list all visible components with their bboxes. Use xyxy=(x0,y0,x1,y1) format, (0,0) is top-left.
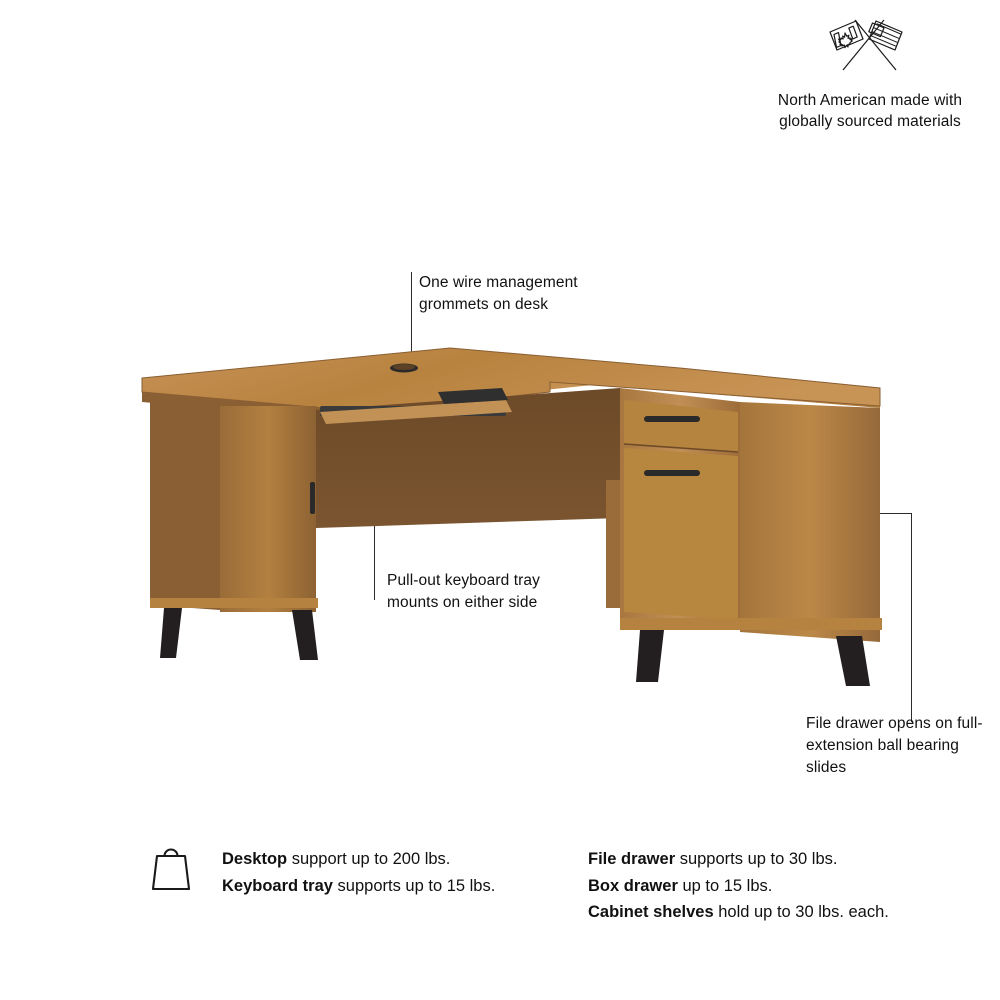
made-in-badge xyxy=(760,12,980,133)
specs-left-column xyxy=(222,846,562,899)
spec-box-drawer-label: Box drawer xyxy=(588,876,678,895)
spec-desktop xyxy=(222,846,562,873)
center-support-leg xyxy=(606,480,620,608)
spec-file-drawer-label: File drawer xyxy=(588,850,676,868)
leader-line-file-drawer-vertical xyxy=(911,513,912,722)
spec-file-drawer-value: supports up to 30 lbs. xyxy=(675,850,838,868)
cabinet-leg-left xyxy=(160,608,182,658)
spec-cabinet-shelves xyxy=(588,899,988,926)
weight-icon xyxy=(140,833,202,895)
spec-desktop-label: Desktop xyxy=(222,850,288,868)
cabinet-door-handle xyxy=(310,482,315,514)
file-drawer-handle xyxy=(644,470,700,476)
l-shaped-desk-illustration xyxy=(120,330,910,710)
spec-keyboard-tray-label: Keyboard tray xyxy=(222,876,333,895)
spec-keyboard-tray xyxy=(222,873,562,900)
drawer-pedestal-right xyxy=(620,388,882,686)
crossed-flags-icon xyxy=(810,12,930,82)
box-drawer-handle xyxy=(644,416,700,422)
spec-keyboard-tray-value: supports up to 15 lbs. xyxy=(332,876,496,895)
spec-cabinet-shelves-label: Cabinet shelves xyxy=(588,903,714,922)
spec-cabinet-shelves-value: hold up to 30 lbs. each. xyxy=(713,903,889,922)
spec-box-drawer xyxy=(588,873,988,900)
cabinet-leg-right xyxy=(292,610,318,660)
callout-label-keyboard-tray: Pull-out keyboard tray mounts on either side xyxy=(387,572,540,611)
cabinet-pedestal-left xyxy=(150,400,318,660)
spec-desktop-value: support up to 200 lbs. xyxy=(287,850,451,868)
pedestal-leg-right xyxy=(836,636,870,686)
specs-right-column xyxy=(588,846,988,926)
callout-label-file-drawer: File drawer opens on full-extension ball bearing slides xyxy=(806,715,983,776)
pedestal-leg-left xyxy=(636,630,664,682)
made-in-text: North American made with globally sourced materials xyxy=(777,92,963,131)
spec-file-drawer xyxy=(588,846,988,873)
callout-label-grommet: One wire management grommets on desk xyxy=(419,274,578,313)
spec-box-drawer-value: up to 15 lbs. xyxy=(677,876,773,895)
